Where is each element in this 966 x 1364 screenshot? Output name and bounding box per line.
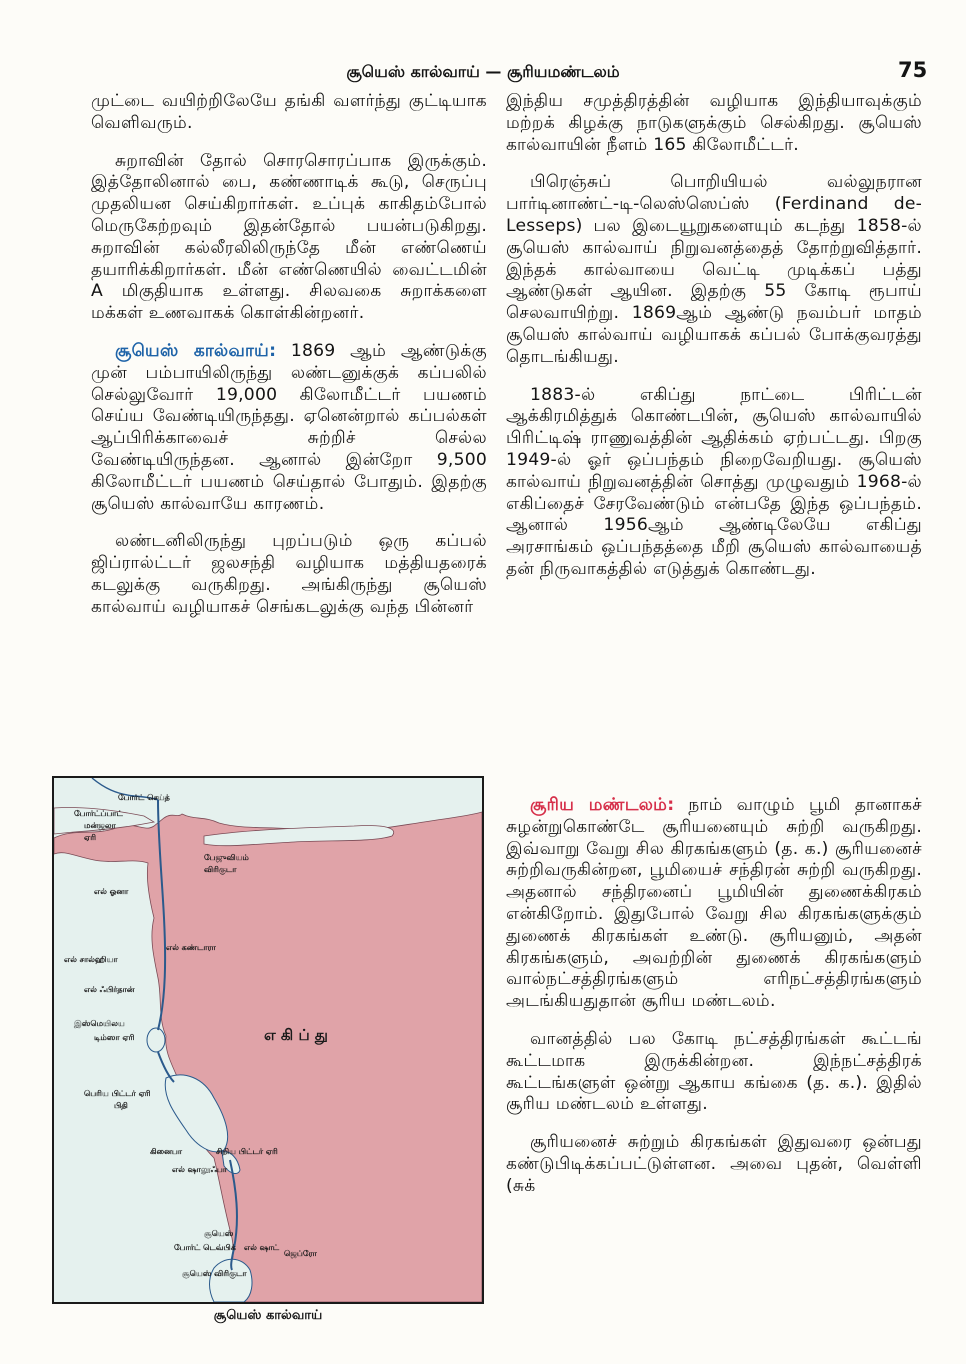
paragraph: சூரியனைச் சுற்றும் கிரகங்கள் இதுவரை ஒன்பது கண்டுபிடிக்கப்பட்டுள்ளன. அவை புதன், வெள்ளி (சுக்: [506, 1132, 922, 1196]
map-label: சூயெஸ் விரிகுடா: [182, 1269, 247, 1278]
map-svg: [54, 778, 482, 1302]
map-caption: சூயெஸ் கால்வாய்: [213, 1308, 323, 1323]
suez-section: [91, 341, 487, 515]
paragraph: பிரெஞ்சுப் பொறியியல் வல்லுநரான பார்டினாண்ட்-டி-லெஸ்ஸெப்ஸ் (Ferdinand de-Lesseps) பல இடையூறுகளையும் கடந்து 1858-ல் சூயெஸ் கால்வாய் நிறுவனத்தைத் தோற்றுவித்தார். இந்தக் கால்வாயை வெட்டி முடிக்கப் பத்து ஆண்டுகள் ஆயின. இதற்கு 55 கோடி ரூபாய் செலவாயிற்று. 1869ஆம் ஆண்டு நவம்பர் மாதம் சூயெஸ் கால்வாய் வழியாகக் கப்பல் போக்குவரத்து தொடங்கியது.: [506, 172, 922, 367]
map-label: ஏரி: [84, 833, 96, 842]
map-label: பேஜுவியம்: [204, 853, 249, 862]
map-label: எல் ஃபிர்தான்: [84, 985, 135, 994]
map-label: போர்ட் டெவ்பிக்: [174, 1243, 236, 1252]
map-label: பிதி: [114, 1101, 128, 1110]
paragraph: லண்டனிலிருந்து புறப்படும் ஒரு கப்பல் ஜிப்ரால்ட்டர் ஜலசந்தி வழியாக மத்தியதரைக் கடலுக்கு வருகிறது. அங்கிருந்து சூயெஸ் கால்வாய் வழியாகச் செங்கடலுக்கு வந்த பின்னர்: [91, 531, 487, 617]
solar-section-text: நாம் வாழும் பூமி தானாகச் சுழன்றுகொண்டே சூரியனையும் சுற்றி வருகிறது. இவ்வாறு வேறு சில கிரகங்களும் (த. க.) சூரியனைச் சுற்றிவருகின்றன, பூமியைச் சந்திரன் சுற்றி வருகிறது. அதனால் சந்திரனைப் பூமியின் துணைக்கிரகம் என்கிறோம். இதுபோல் வேறு சில கிரகங்களுக்கும் துணைக் கிரகங்கள் உண்டு. சூரியனும், அதன் கிரகங்களும், அவற்றின் துணைக் கிரகங்களும் வால்நட்சத்திரங்களும் எரிநட்சத்திரங்களும் அடங்கியதுதான் சூரிய மண்டலம்.: [506, 795, 922, 1012]
paragraph: 1883-ல் எகிப்து நாட்டை பிரிட்டன் ஆக்கிரமித்துக் கொண்டபின், சூயெஸ் கால்வாயில் பிரிட்டிஷ் ராணுவத்தின் ஆதிக்கம் ஏற்பட்டது. பிறகு 1949-ல் ஓர் ஒப்பந்தம் நிறைவேறியது. சூயெஸ் கால்வாய் நிறுவனத்தின் சொத்து முழுவதும் 1968-ல் எகிப்தைச் சேரவேண்டும் என்பதே இந்த ஒப்பந்தம். ஆனால் 1956ஆம் ஆண்டிலேயே எகிப்து அரசாங்கம் ஒப்பந்தத்தை மீறி சூயெஸ் கால்வாயைத் தன் நிருவாகத்தில் எடுத்துக் கொண்டது.: [506, 384, 922, 579]
page-number: 75: [898, 58, 928, 82]
map-label: பெரிய பிட்டர் ஏரி: [84, 1089, 151, 1098]
map-label: போர்ட் செய்த்: [118, 793, 170, 802]
suez-section-text: 1869 ஆம் ஆண்டுக்கு முன் பம்பாயிலிருந்து லண்டனுக்குக் கப்பலில் செல்லுவோர் 19,000 கிலோமீட்டர் பயணம் செய்ய வேண்டியிருந்தது. ஏனென்றால் கப்பல்கள் ஆப்பிரிக்காவைச் சுற்றிச் செல்ல வேண்டியிருந்தன. ஆனால் இன்றோ 9,500 கிலோமீட்டர் பயணம் செய்தால் போதும். இதற்கு சூயெஸ் கால்வாயே காரணம்.: [91, 340, 487, 514]
suez-canal-map: [52, 776, 484, 1304]
left-column: [91, 91, 487, 751]
paragraph: சுறாவின் தோல் சொரசொரப்பாக இருக்கும். இத்தோலினால் பை, கண்ணாடிக் கூடு, செருப்பு முதலியன செய்கிறார்கள். உப்புக் காகிதம்போல் மெருகேற்றவும் இதன்தோல் பயன்படுகிறது. சுறாவின் கல்லீரலிலிருந்தே மீன் எண்ணெய் தயாரிக்கிறார்கள். மீன் எண்ணெயில் வைட்டமின் A மிகுதியாக உள்ளது. சிலவகை சுறாக்களை மக்கள் உணவாகக் கொள்கின்றனர்.: [91, 150, 487, 324]
section-heading-solar-system: சூரிய மண்டலம்:: [530, 795, 675, 815]
map-label: எல் ஓனா: [94, 887, 129, 896]
right-column-bottom: [506, 795, 922, 1328]
map-label: எல் ஷாட்: [244, 1243, 280, 1252]
paragraph: முட்டை வயிற்றிலேயே தங்கி வளர்ந்து குட்டியாக வெளிவரும்.: [91, 91, 487, 133]
paragraph: வானத்தில் பல கோடி நட்சத்திரங்கள் கூட்டங் கூட்டமாக இருக்கின்றன. இந்நட்சத்திரக் கூட்டங்களுள் ஒன்று ஆகாய கங்கை (த. க.). இதில் சூரிய மண்டலம் உள்ளது.: [506, 1028, 922, 1115]
right-column-top: [506, 91, 922, 771]
lake-timsah: [147, 1028, 165, 1052]
running-header: சூயெஸ் கால்வாய் — சூரியமண்டலம்: [346, 62, 620, 81]
country-label: எ கி ப் து: [264, 1026, 328, 1044]
solar-section: [506, 795, 922, 1013]
map-label: இஸ்மெயிலய: [74, 1019, 125, 1028]
map-label: மன்ஜலா: [84, 821, 116, 830]
paragraph: இந்திய சமுத்திரத்தின் வழியாக இந்தியாவுக்கும் மற்றக் கிழக்கு நாடுகளுக்கும் செல்கிறது. சூயெஸ் கால்வாயின் நீளம் 165 கிலோமீட்டர்.: [506, 91, 922, 155]
map-label: எல் சால்ஹியா: [64, 955, 118, 964]
map-label: ஜெப்ரோ: [284, 1249, 317, 1258]
map-label: டிம்ஸா ஏரி: [94, 1033, 135, 1042]
map-label: சிறிய பிட்டர் ஏரி: [216, 1147, 278, 1156]
map-label: சூயெஸ்: [204, 1229, 234, 1238]
map-label: எல் கண்டாரா: [166, 943, 216, 952]
map-label: விரிகுடா: [204, 865, 237, 874]
map-label: கினைபா: [150, 1147, 183, 1156]
map-label: போர்ட்ப்பாட்: [74, 809, 123, 818]
section-heading-suez: சூயெஸ் கால்வாய்:: [115, 340, 277, 361]
map-label: எல் ஷாலூஃபா: [172, 1165, 227, 1174]
